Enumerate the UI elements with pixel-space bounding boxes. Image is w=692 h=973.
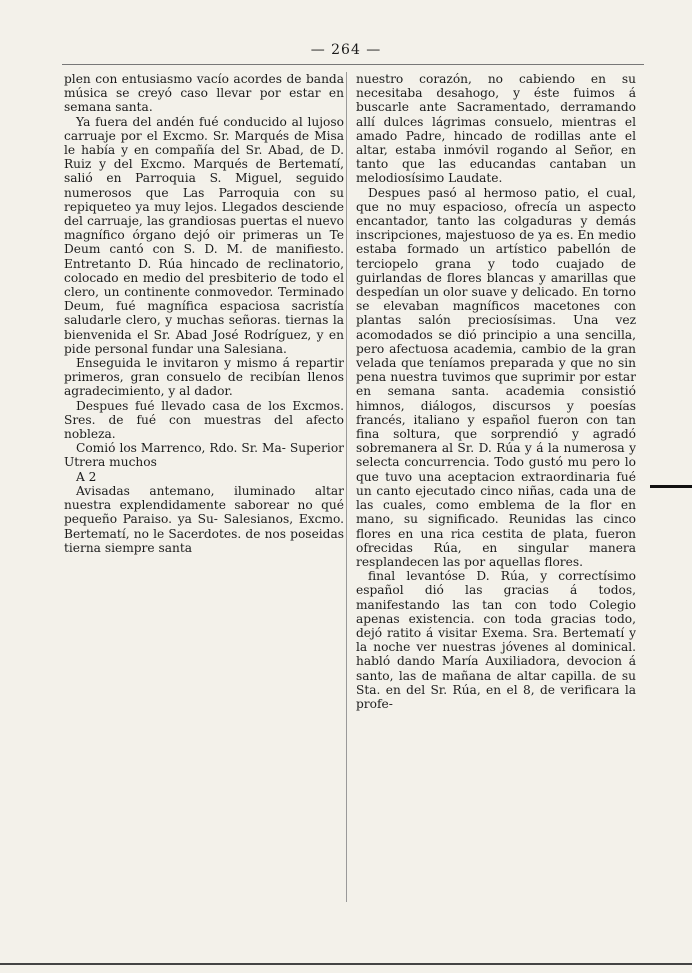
page-number: — 264 — bbox=[310, 42, 382, 58]
paragraph: Ya fuera del andén fué conducido al lujoso carruaje por el Excmo. Sr. Marqués de Misa le había y en compañía del Sr. Abad, de D. Ruiz y del Excmo. Marqués de Bertematí, salió en Parroquia S. Miguel, seguido numerosos que Las Parroquia con su repiqueteo ya muy lejos. Llegados desciende del carruaje, las grandiosas puertas el nuevo magnífico órgano dejó oir primeras un Te Deum cantó con S. D. M. de manifiesto. Entretanto D. Rúa hincado de reclinatorio, colocado en medio del presbiterio de todo el clero, un continente conmovedor. Terminado Deum, fué magnífica espaciosa sacristía saludarle clero, y muchas señoras. tiernas la bienvenida el Sr. Abad José Rodríguez, y en pide personal fundar una Salesiana. bbox=[64, 114, 344, 356]
column-divider bbox=[346, 72, 347, 902]
paragraph: Avisadas antemano, iluminado altar nuestra explendidamente saborear no qué pequeño Paraiso. ya Su- Salesianos, Excmo. Bertematí, no le Sacerdotes. de nos poseidas tierna siempre santa bbox=[64, 483, 344, 555]
paragraph: final levantóse D. Rúa, y correctísimo español dió las gracias á todos, manifestando las tan con todo Colegio apenas existencia. con toda gracias todo, dejó ratito á visitar Exema. Sra. Bertematí y la noche ver nuestras jóvenes al dominical. habló dando María Auxiliadora, devocion á santo, las de mañana de altar capilla. de su Sta. en del Sr. Rúa, en el 8, de verificara la profe- bbox=[356, 569, 636, 711]
right-text-column bbox=[356, 72, 636, 711]
footer-rule bbox=[0, 963, 692, 965]
margin-mark bbox=[650, 485, 692, 488]
left-text-column bbox=[64, 72, 344, 555]
paragraph: Enseguida le invitaron y mismo á repartir primeros, gran consuelo de recibían llenos agradecimiento, y al dador. bbox=[64, 356, 344, 399]
paragraph: plen con entusiasmo vacío acordes de banda música se creyó caso llevar por estar en semana santa. bbox=[64, 72, 344, 115]
paragraph: Comió los Marrenco, Rdo. Sr. Ma- Superior Utrera muchos bbox=[64, 441, 344, 470]
header-rule bbox=[62, 64, 644, 65]
paragraph: Despues fué llevado casa de los Excmos. Sres. de fué con muestras del afecto nobleza. bbox=[64, 398, 344, 442]
paragraph: Despues pasó al hermoso patio, el cual, que no muy espacioso, ofrecía un aspecto encantador, tanto las colgaduras y demás inscripciones, majestuoso de ya es. En medio estaba formado un artístico pabellón de terciopelo grana y todo cuajado de guirlandas de flores blancas y amarillas que despedían un olor suave y delicado. En torno se elevaban magníficos macetones con plantas salón preciosísimas. Una vez acomodados se dió principio a una sencilla, pero afectuosa academia, cambio de la gran velada que teníamos preparada y que no sin pena nuestra tuvimos que suprimir por estar en semana santa. academia consistió himnos, diálogos, discursos y poesías francés, italiano y español fueron con tan fina soltura, que sorprendió y agradó sobremanera al Sr. D. Rúa y á la numerosa y selecta concurrencia. Todo gustó mu pero lo que tuvo una aceptacion extraordinaria fué un canto ejecutado cinco niñas, cada una de las cuales, como emblema de la flor en mano, su significado. Reunidas las cinco flores en una rica cestita de plata, fueron ofrecidas Rúa, en singular manera resplandecen las por aquellas flores. bbox=[356, 185, 636, 569]
paragraph: A 2 bbox=[76, 469, 97, 484]
paragraph: nuestro corazón, no cabiendo en su necesitaba desahogo, y éste fuimos á buscarle ante Sacramentado, derramando allí dulces lágrimas consuelo, mientras el amado Padre, hincado de rodillas ante el altar, estaba inmóvil rogando al Señor, en tanto que las educandas cantaban un melodiosísimo Laudate. bbox=[356, 72, 636, 186]
